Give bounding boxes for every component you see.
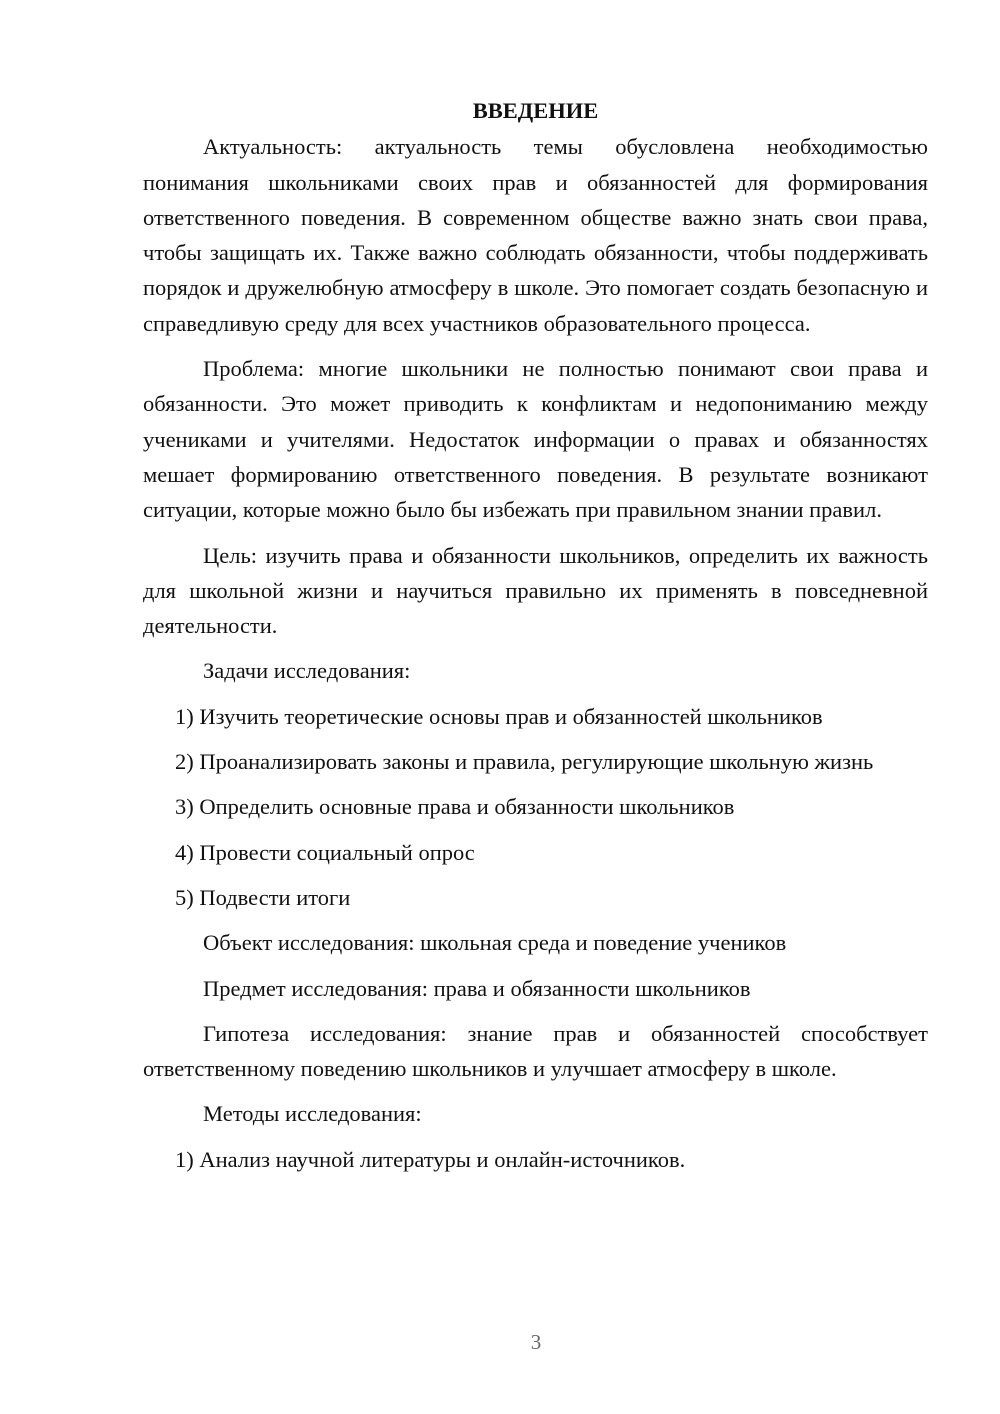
task-item-4: 4) Провести социальный опрос xyxy=(175,839,475,865)
research-object: Объект исследования: школьная среда и поведение учеников xyxy=(203,930,787,956)
research-hypothesis: Гипотеза исследования: знание прав и обязанностей способствует ответственному поведению школьников и улучшает атмосферу в школе. xyxy=(143,1020,928,1082)
task-item-5: 5) Подвести итоги xyxy=(175,884,351,910)
task-item-2: 2) Проанализировать законы и правила, регулирующие школьную жизнь xyxy=(175,749,874,775)
research-subject: Предмет исследования: права и обязанности школьников xyxy=(203,975,751,1001)
methods-heading: Методы исследования: xyxy=(203,1101,422,1127)
page-number: 3 xyxy=(530,1330,542,1354)
section-heading: ВВЕДЕНИЕ xyxy=(472,98,599,123)
task-item-3: 3) Определить основные права и обязанности школьников xyxy=(175,794,735,820)
problem-paragraph: Проблема: многие школьники не полностью понимают свои права и обязанности. Это может приводить к конфликтам и недопониманию между учениками и учителями. Недостаток информации о правах и обязанностях мешает формированию ответственного поведения. В результате возникают ситуации, которые можно было бы избежать при правильном знании правил. xyxy=(143,356,928,523)
relevance-paragraph: Актуальность: актуальность темы обусловлена необходимостью понимания школьниками своих прав и обязанностей для формирования ответственного поведения. В современном обществе важно знать свои права, чтобы защищать их. Также важно соблюдать обязанности, чтобы поддерживать порядок и дружелюбную атмосферу в школе. Это помогает создать безопасную и справедливую среду для всех участников образовательного процесса. xyxy=(143,134,928,336)
goal-paragraph: Цель: изучить права и обязанности школьников, определить их важность для школьной жизни и научиться правильно их применять в повседневной деятельности. xyxy=(143,542,928,639)
method-item-1: 1) Анализ научной литературы и онлайн-источников. xyxy=(175,1146,686,1172)
document-body xyxy=(143,93,928,1187)
tasks-heading: Задачи исследования: xyxy=(203,658,411,684)
task-item-1: 1) Изучить теоретические основы прав и обязанностей школьников xyxy=(175,703,823,729)
